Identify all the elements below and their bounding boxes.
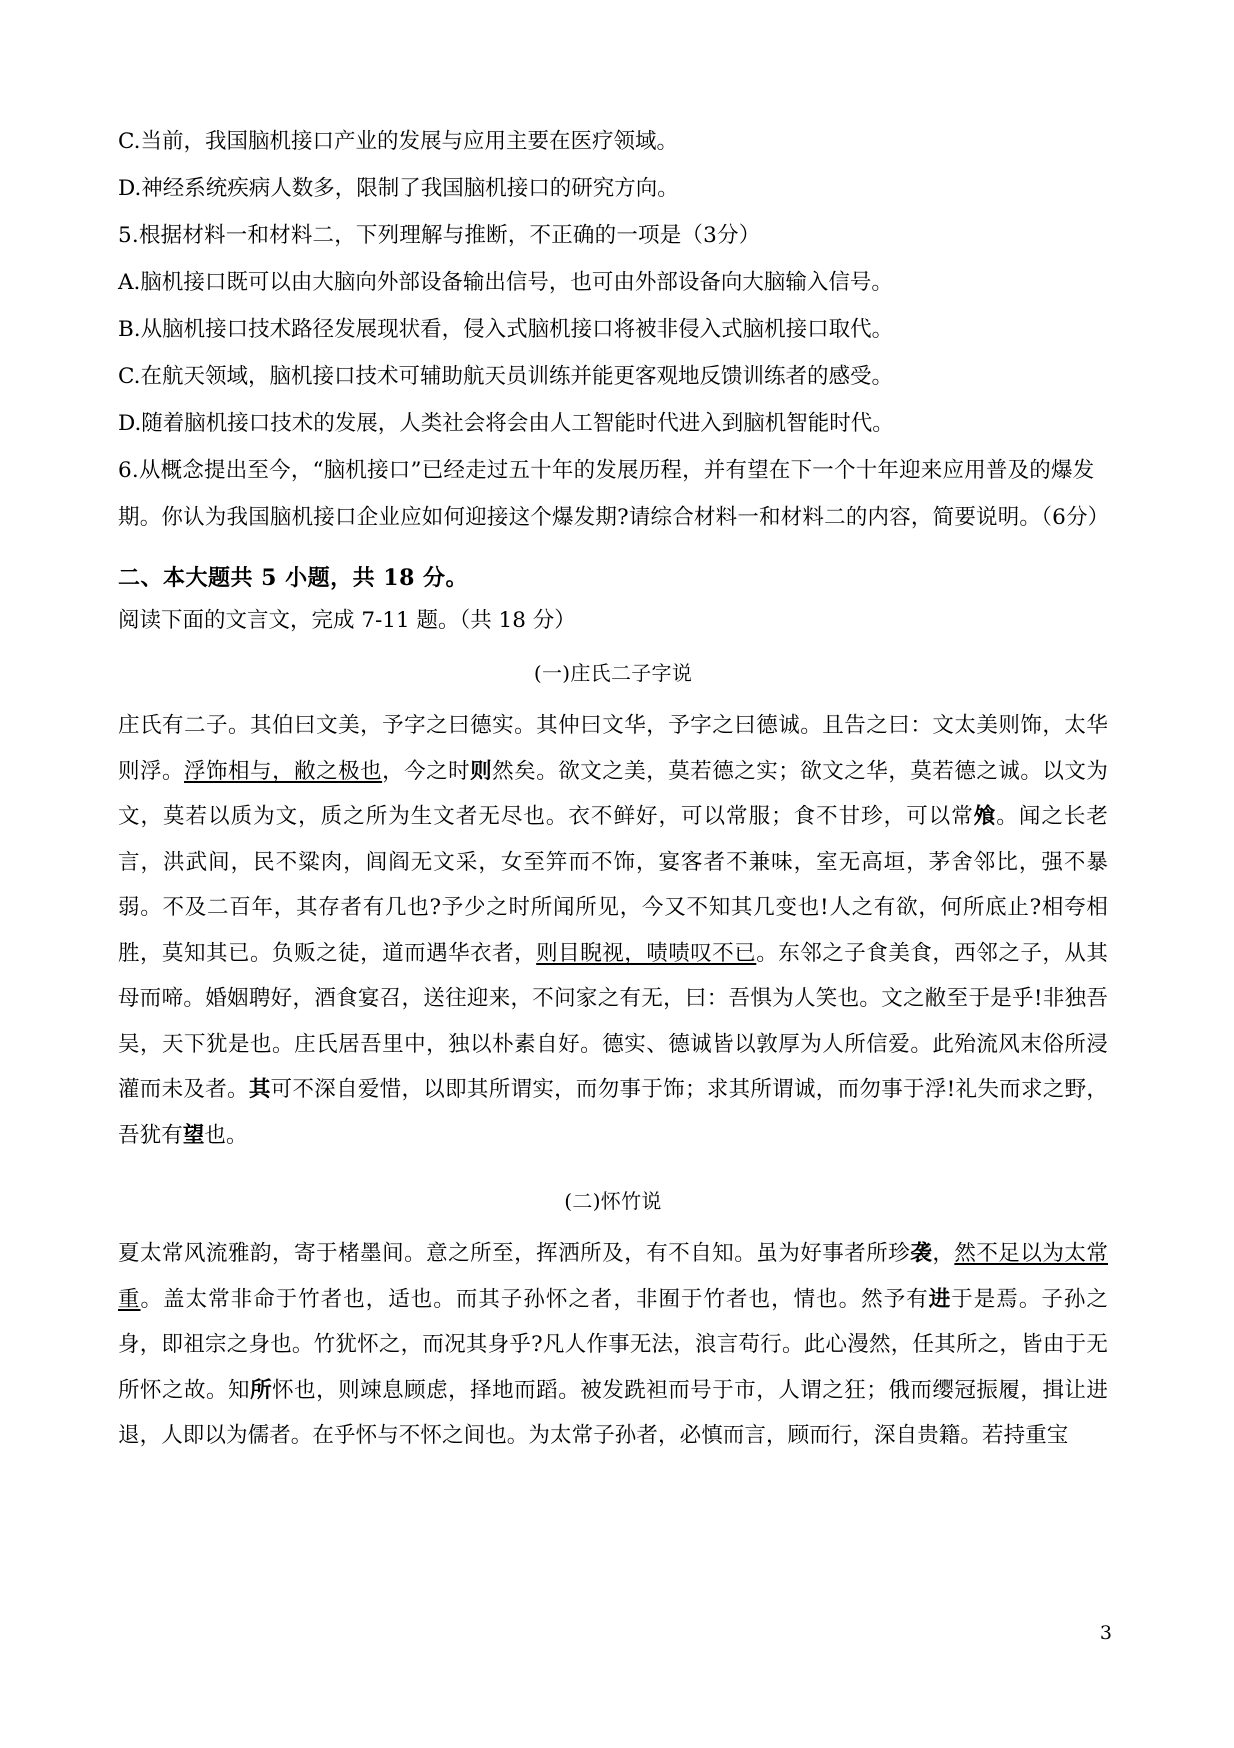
text-run: 也。 [204,1122,248,1148]
underlined-run: 浮饰相与，敝之极也 [184,758,383,784]
text-run: 于是焉。子孙之身，即祖宗之身也。竹犹怀之，而况其身乎?凡人作事无法，浪言苟行。此心漫然，任其所之，皆由于无所怀之故。知 [118,1286,1109,1403]
text-run: 。盖太常非命于竹者也，适也。而其子孙怀之者，非囿于竹者也，情也。然予有 [140,1286,929,1312]
question-5-option-a: A.脑机接口既可以由大脑向外部设备输出信号，也可由外部设备向大脑输入信号。 [118,270,893,295]
text-run: 。东邻之子食美食，西邻之子，从其母而啼。婚姻聘好，酒食宴召，送往迎来，不问家之有无，曰：吾惧为人笑也。文之敝至于是乎!非独吾吴，天下犹是也。庄氏居吾里中，独以朴素自好。德实、德诚皆以敦厚为人所信爱。此殆流风末俗所浸灌而未及者。 [118,940,1108,1102]
question-5-option-b: B.从脑机接口技术路径发展现状看，侵入式脑机接口将被非侵入式脑机接口取代。 [118,317,894,342]
spacer [118,643,1108,652]
page-number: 3 [1099,1622,1112,1644]
passage-two-title: (二)怀竹说 [564,1189,662,1213]
question-6-stem: 6.从概念提出至今，“脑机接口”已经走过五十年的发展历程，并有望在下一个十年迎来应用普及的爆发期。你认为我国脑机接口企业应如何迎接这个爆发期?请综合材料一和材料二的内容，简要说明。（6分） [118,458,1110,530]
spacer [118,694,1108,703]
bold-run: 所 [250,1377,273,1403]
bold-run: 其 [248,1077,271,1102]
text-run: 。闻之长老言，洪武间，民不粱肉，闾阎无文采，女至笄而不饰，宴客者不兼味，室无高垣，茅舍邻比，强不暴弱。不及二百年，其存者有几也?予少之时所闻所见，今又不知其几变也!人之有欲，何所底止?相夸相胜，莫知其已。负贩之徒，道而遇华衣者， [118,804,1108,966]
text-run: 可不深自爱惜，以即其所谓实，而勿事于饰；求其所谓诚，而勿事于浮!礼失而求之野，吾犹有 [118,1077,1108,1148]
passage-one-body [118,703,1108,1158]
bold-run: 望 [182,1122,205,1148]
text-run: 怀也，则竦息顾虑，择地而蹈。被发跣袒而号于市，人谓之狂；俄而缨冠振履，揖让进退，人即以为儒者。在乎怀与不怀之间也。为太常子孙者，必慎而言，顾而行，深自贵籍。若持重宝 [118,1377,1108,1448]
spacer [118,541,1108,557]
passage-two-body [118,1231,1108,1459]
bold-run: 飧 [973,804,997,829]
section-two-heading: 二、本大题共 5 小题，共 18 分。 [118,565,469,591]
text-run: 然矣。欲文之美，莫若德之实；欲文之华，莫若德之诚。以文为文，莫若以质为文，质之所为生文者无尽也。衣不鲜好，可以常服；食不甘珍，可以常 [118,758,1108,829]
underlined-run: 然不足以为太常重 [118,1241,1108,1312]
question-4-option-c: C.当前，我国脑机接口产业的发展与应用主要在医疗领域。 [118,129,679,154]
spacer [118,1222,1108,1231]
document-body [118,118,1108,1459]
section-two-instruction: 阅读下面的文言文，完成 7-11 题。（共 18 分） [118,608,576,633]
question-5-option-d: D.随着脑机接口技术的发展，人类社会将会由人工智能时代进入到脑机智能时代。 [118,411,894,436]
text-run: 庄氏有二子。其伯曰文美，予字之曰德实。其仲曰文华，予字之曰德诚。且告之曰：文太美则饰，太华则浮。 [118,713,1108,784]
bold-run: 则 [470,758,493,784]
question-5-option-c: C.在航天领域，脑机接口技术可辅助航天员训练并能更客观地反馈训练者的感受。 [118,364,894,389]
text-run: ，今之时 [382,758,471,784]
question-5-stem: 5.根据材料一和材料二，下列理解与推断，不正确的一项是（3分） [118,223,761,248]
passage-one-title: (一)庄氏二子字说 [533,661,693,685]
text-run: ， [932,1241,955,1266]
underlined-run: 则目睨视，啧啧叹不已 [536,940,757,966]
spacer [118,1158,1108,1180]
text-run: 夏太常风流雅韵，寄于楮墨间。意之所至，挥洒所及，有不自知。虽为好事者所珍 [118,1241,911,1266]
question-4-option-d: D.神经系统疾病人数多，限制了我国脑机接口的研究方向。 [118,176,679,201]
bold-run: 袭 [910,1241,933,1266]
bold-run: 进 [928,1286,952,1312]
